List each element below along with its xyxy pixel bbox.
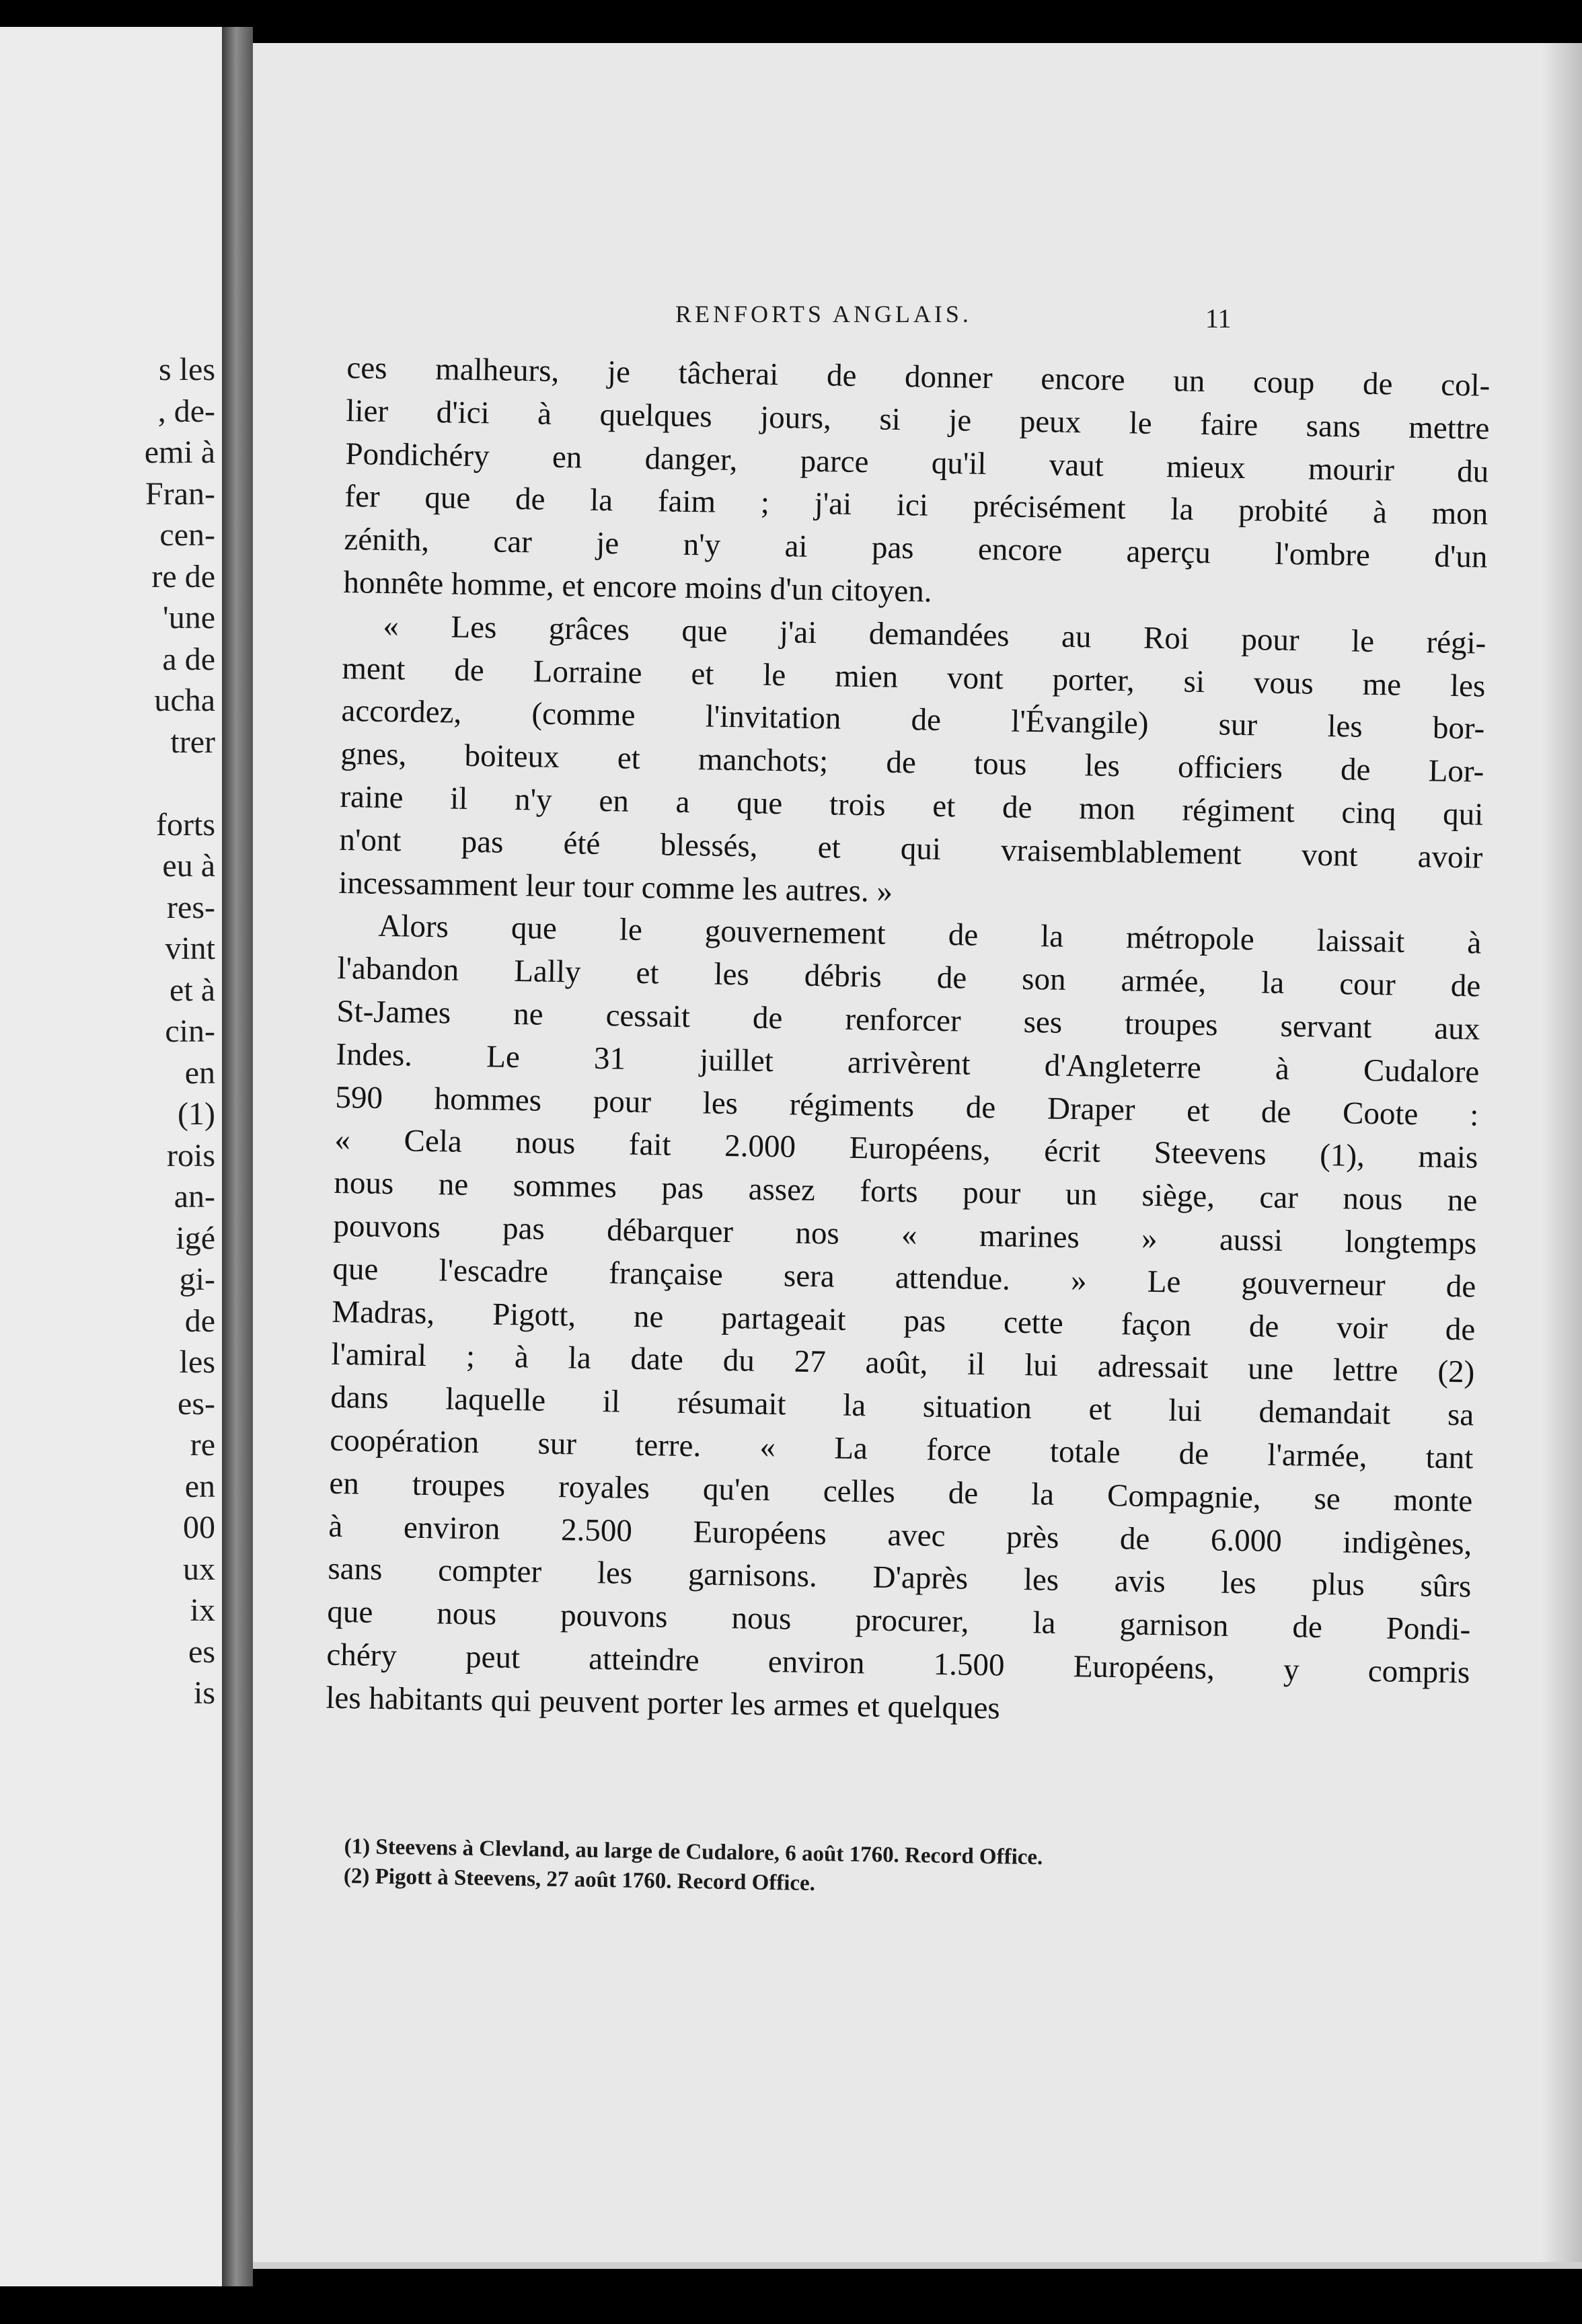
body-line: dans laquelle il résumait la situation et lui demandait sa: [330, 1379, 1474, 1433]
left-page-fragment: ux: [183, 1551, 215, 1587]
footnote: (2) Pigott à Steevens, 27 août 1760. Record Office.: [343, 1863, 816, 1896]
left-page-fragment: (1): [178, 1096, 215, 1132]
body-line: nous ne sommes pas assez forts pour un siège, car nous ne: [334, 1165, 1478, 1218]
body-line: pouvons pas débarquer nos « marines » aussi longtemps: [333, 1208, 1477, 1262]
book-spine: [222, 27, 253, 2286]
left-page-fragment: 'une: [163, 600, 215, 635]
left-page: [0, 27, 222, 2286]
body-line: accordez, (comme l'invitation de l'Évangile) sur les bor-: [341, 693, 1485, 747]
left-page-fragment: forts: [156, 806, 215, 843]
left-page-fragment: re: [190, 1427, 215, 1463]
left-page-fragment: is: [193, 1675, 215, 1711]
body-line: en troupes royales qu'en celles de la Compagnie, se monte: [329, 1465, 1473, 1519]
right-page: [253, 43, 1582, 2262]
body-line: lier d'ici à quelques jours, si je peux le faire sans mettre: [346, 393, 1490, 447]
body-text: [326, 347, 1491, 1738]
left-page-fragment: de: [184, 1303, 215, 1339]
left-page-fragment: gi-: [179, 1262, 215, 1297]
left-page-fragment: s les: [159, 352, 215, 387]
left-page-fragment: emi à: [144, 434, 215, 470]
left-page-fragment: cen-: [159, 517, 215, 553]
body-line: gnes, boiteux et manchots; de tous les officiers de Lor-: [340, 736, 1484, 789]
body-line: Indes. Le 31 juillet arrivèrent d'Angleterre à Cudalore: [336, 1036, 1480, 1090]
body-line: 590 hommes pour les régiments de Draper et de Coote :: [335, 1079, 1479, 1133]
left-page-fragment: es-: [178, 1385, 215, 1422]
body-line: n'ont pas été blessés, et qui vraisemblablement vont avoir: [339, 822, 1483, 876]
left-page-fragment: res-: [167, 889, 215, 925]
body-line: chéry peut atteindre environ 1.500 Européens, y compris: [326, 1637, 1470, 1691]
left-page-fragment: vint: [165, 931, 215, 966]
left-page-fragment: , de-: [157, 393, 215, 429]
body-line: l'amiral ; à la date du 27 août, il lui adressait une lettre (2): [331, 1337, 1475, 1390]
body-line: raine il n'y en a que trois et de mon régiment cinq qui: [340, 779, 1484, 832]
left-page-fragment: ucha: [154, 683, 215, 718]
left-page-fragment: les: [179, 1344, 215, 1380]
page-header-title: RENFORTS ANGLAIS.: [675, 301, 972, 327]
left-page-fragment: an-: [174, 1179, 215, 1214]
page-number: 11: [1205, 303, 1232, 334]
body-line: ces malheurs, je tâcherai de donner encore un coup de col-: [346, 350, 1491, 403]
left-page-fragment: Fran-: [145, 475, 215, 512]
body-line: Alors que le gouvernement de la métropole laissait à: [378, 908, 1482, 961]
left-page-fragment: igé: [176, 1220, 215, 1256]
footnotes: [344, 1832, 1474, 1908]
body-line: zénith, car je n'y ai pas encore aperçu l'ombre d'un: [344, 522, 1488, 575]
body-line: « Les grâces que j'ai demandées au Roi pour le régi-: [383, 608, 1486, 661]
body-line: fer que de la faim ; j'ai ici précisément la probité à mon: [344, 479, 1489, 533]
footnote: (1) Steevens à Clevland, au large de Cudalore, 6 août 1760. Record Office.: [344, 1834, 1043, 1870]
body-line: Pondichéry en danger, parce qu'il vaut mieux mourir du: [345, 436, 1489, 490]
body-line: à environ 2.500 Européens avec près de 6.000 indigènes,: [328, 1508, 1472, 1561]
left-page-fragment: trer: [170, 724, 215, 760]
left-page-fragment: ix: [190, 1592, 215, 1628]
body-line: que l'escadre française sera attendue. » Le gouverneur de: [332, 1251, 1476, 1305]
left-page-fragment: en: [184, 1468, 215, 1504]
left-page-fragment: 00: [183, 1510, 215, 1545]
left-page-fragment: eu à: [162, 848, 215, 884]
body-line: l'abandon Lally et les débris de son armée, la cour de: [337, 951, 1481, 1004]
left-page-fragment: re de: [151, 558, 215, 594]
body-line: ment de Lorraine et le mien vont porter, si vous me les: [342, 650, 1486, 704]
body-line: coopération sur terre. « La force totale de l'armée, tant: [330, 1422, 1474, 1476]
left-page-fragment: cin-: [165, 1013, 215, 1049]
left-page-fragment: es: [188, 1633, 215, 1670]
body-line: honnête homme, et encore moins d'un citoyen.: [343, 564, 932, 609]
body-line: que nous pouvons nous procurer, la garnison de Pondi-: [327, 1594, 1471, 1648]
body-line: St-James ne cessait de renforcer ses troupes servant aux: [336, 993, 1480, 1047]
left-page-fragment: et à: [170, 972, 215, 1008]
body-line: sans compter les garnisons. D'après les avis les plus sûrs: [328, 1551, 1472, 1604]
left-page-fragment: rois: [167, 1137, 215, 1173]
body-line: « Cela nous fait 2.000 Européens, écrit Steevens (1), mais: [334, 1122, 1478, 1175]
page-bottom-edge: [253, 2262, 1582, 2269]
left-page-fragment: en: [184, 1054, 215, 1091]
left-page-fragment: a de: [162, 641, 215, 677]
body-line: Madras, Pigott, ne partageait pas cette façon de voir de: [332, 1294, 1476, 1348]
body-line: les habitants qui peuvent porter les armes et quelques: [326, 1680, 1001, 1726]
body-line: incessamment leur tour comme les autres. »: [338, 865, 893, 909]
